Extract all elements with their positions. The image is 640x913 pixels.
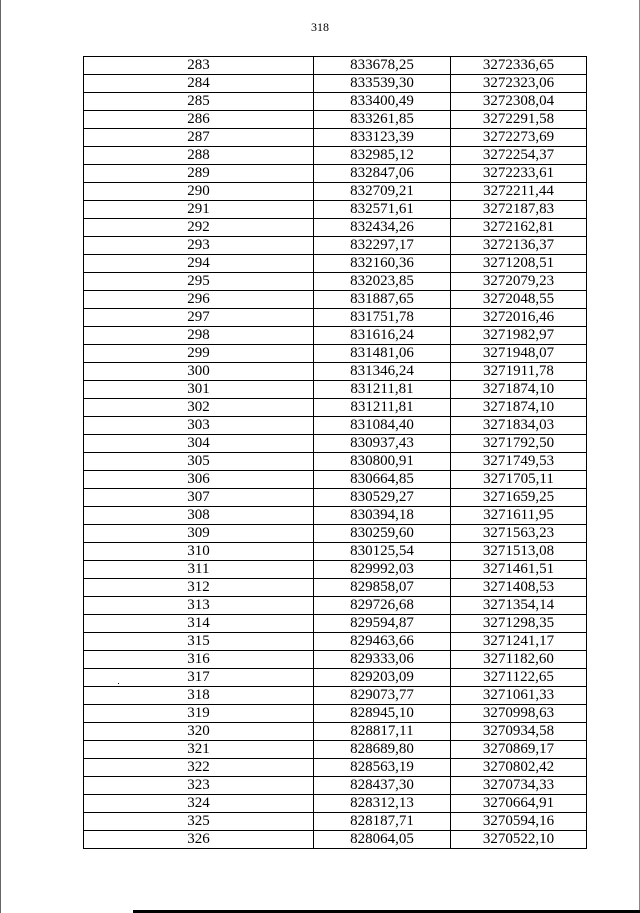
point-number-cell: 318 bbox=[84, 687, 314, 705]
y-coordinate-cell: 3271513,08 bbox=[451, 543, 587, 561]
point-number-cell: 323 bbox=[84, 777, 314, 795]
table-row bbox=[84, 543, 587, 561]
y-coordinate-cell: 3270522,10 bbox=[451, 831, 587, 849]
table-row bbox=[84, 291, 587, 309]
x-coordinate-cell: 829858,07 bbox=[314, 579, 451, 597]
table-row bbox=[84, 75, 587, 93]
y-coordinate-cell: 3271834,03 bbox=[451, 417, 587, 435]
y-coordinate-cell: 3272079,23 bbox=[451, 273, 587, 291]
y-coordinate-cell: 3270802,42 bbox=[451, 759, 587, 777]
point-number-cell: 304 bbox=[84, 435, 314, 453]
x-coordinate-cell: 830800,91 bbox=[314, 453, 451, 471]
table-row bbox=[84, 165, 587, 183]
table-row bbox=[84, 489, 587, 507]
point-number-cell: 314 bbox=[84, 615, 314, 633]
x-coordinate-cell: 830125,54 bbox=[314, 543, 451, 561]
point-number-cell: 311 bbox=[84, 561, 314, 579]
table-row bbox=[84, 651, 587, 669]
y-coordinate-cell: 3271982,97 bbox=[451, 327, 587, 345]
y-coordinate-cell: 3270734,33 bbox=[451, 777, 587, 795]
x-coordinate-cell: 831211,81 bbox=[314, 399, 451, 417]
x-coordinate-cell: 831084,40 bbox=[314, 417, 451, 435]
point-number-cell: 297 bbox=[84, 309, 314, 327]
y-coordinate-cell: 3272048,55 bbox=[451, 291, 587, 309]
x-coordinate-cell: 829463,66 bbox=[314, 633, 451, 651]
table-row bbox=[84, 183, 587, 201]
point-number-cell: 319 bbox=[84, 705, 314, 723]
point-number-cell: 326 bbox=[84, 831, 314, 849]
y-coordinate-cell: 3271611,95 bbox=[451, 507, 587, 525]
y-coordinate-cell: 3272254,37 bbox=[451, 147, 587, 165]
point-number-cell: 294 bbox=[84, 255, 314, 273]
x-coordinate-cell: 828437,30 bbox=[314, 777, 451, 795]
table-row bbox=[84, 129, 587, 147]
point-number-cell: 283 bbox=[84, 57, 314, 75]
table-row bbox=[84, 597, 587, 615]
y-coordinate-cell: 3272308,04 bbox=[451, 93, 587, 111]
table-row bbox=[84, 111, 587, 129]
point-number-cell: 285 bbox=[84, 93, 314, 111]
scan-speck bbox=[118, 683, 119, 684]
table-row bbox=[84, 507, 587, 525]
y-coordinate-cell: 3272273,69 bbox=[451, 129, 587, 147]
table-row bbox=[84, 759, 587, 777]
x-coordinate-cell: 833261,85 bbox=[314, 111, 451, 129]
point-number-cell: 290 bbox=[84, 183, 314, 201]
x-coordinate-cell: 831887,65 bbox=[314, 291, 451, 309]
x-coordinate-cell: 828064,05 bbox=[314, 831, 451, 849]
y-coordinate-cell: 3271298,35 bbox=[451, 615, 587, 633]
table-row bbox=[84, 93, 587, 111]
y-coordinate-cell: 3271874,10 bbox=[451, 381, 587, 399]
x-coordinate-cell: 829203,09 bbox=[314, 669, 451, 687]
point-number-cell: 289 bbox=[84, 165, 314, 183]
y-coordinate-cell: 3271408,53 bbox=[451, 579, 587, 597]
table-row bbox=[84, 813, 587, 831]
point-number-cell: 320 bbox=[84, 723, 314, 741]
point-number-cell: 316 bbox=[84, 651, 314, 669]
table-row bbox=[84, 237, 587, 255]
x-coordinate-cell: 829333,06 bbox=[314, 651, 451, 669]
point-number-cell: 310 bbox=[84, 543, 314, 561]
x-coordinate-cell: 828689,80 bbox=[314, 741, 451, 759]
table-row bbox=[84, 831, 587, 849]
table-row bbox=[84, 471, 587, 489]
y-coordinate-cell: 3271705,11 bbox=[451, 471, 587, 489]
table-row bbox=[84, 345, 587, 363]
point-number-cell: 307 bbox=[84, 489, 314, 507]
x-coordinate-cell: 831346,24 bbox=[314, 363, 451, 381]
point-number-cell: 313 bbox=[84, 597, 314, 615]
x-coordinate-cell: 832023,85 bbox=[314, 273, 451, 291]
point-number-cell: 308 bbox=[84, 507, 314, 525]
scan-edge-left bbox=[0, 0, 1, 913]
y-coordinate-cell: 3271061,33 bbox=[451, 687, 587, 705]
point-number-cell: 324 bbox=[84, 795, 314, 813]
x-coordinate-cell: 833539,30 bbox=[314, 75, 451, 93]
point-number-cell: 299 bbox=[84, 345, 314, 363]
page-number: 318 bbox=[311, 20, 329, 34]
y-coordinate-cell: 3272136,37 bbox=[451, 237, 587, 255]
y-coordinate-cell: 3270869,17 bbox=[451, 741, 587, 759]
y-coordinate-cell: 3271792,50 bbox=[451, 435, 587, 453]
x-coordinate-cell: 828945,10 bbox=[314, 705, 451, 723]
table-row bbox=[84, 633, 587, 651]
table-row bbox=[84, 615, 587, 633]
y-coordinate-cell: 3271122,65 bbox=[451, 669, 587, 687]
y-coordinate-cell: 3272016,46 bbox=[451, 309, 587, 327]
y-coordinate-cell: 3270594,16 bbox=[451, 813, 587, 831]
x-coordinate-cell: 829073,77 bbox=[314, 687, 451, 705]
point-number-cell: 295 bbox=[84, 273, 314, 291]
point-number-cell: 286 bbox=[84, 111, 314, 129]
point-number-cell: 309 bbox=[84, 525, 314, 543]
x-coordinate-cell: 829594,87 bbox=[314, 615, 451, 633]
table-row bbox=[84, 327, 587, 345]
x-coordinate-cell: 831211,81 bbox=[314, 381, 451, 399]
x-coordinate-cell: 832571,61 bbox=[314, 201, 451, 219]
table-row bbox=[84, 255, 587, 273]
point-number-cell: 301 bbox=[84, 381, 314, 399]
x-coordinate-cell: 828187,71 bbox=[314, 813, 451, 831]
x-coordinate-cell: 830394,18 bbox=[314, 507, 451, 525]
x-coordinate-cell: 830937,43 bbox=[314, 435, 451, 453]
y-coordinate-cell: 3271208,51 bbox=[451, 255, 587, 273]
table-row bbox=[84, 381, 587, 399]
y-coordinate-cell: 3271749,53 bbox=[451, 453, 587, 471]
table-row bbox=[84, 435, 587, 453]
x-coordinate-cell: 829726,68 bbox=[314, 597, 451, 615]
x-coordinate-cell: 833123,39 bbox=[314, 129, 451, 147]
y-coordinate-cell: 3270664,91 bbox=[451, 795, 587, 813]
table-row bbox=[84, 201, 587, 219]
point-number-cell: 287 bbox=[84, 129, 314, 147]
x-coordinate-cell: 828563,19 bbox=[314, 759, 451, 777]
table-row bbox=[84, 723, 587, 741]
y-coordinate-cell: 3271182,60 bbox=[451, 651, 587, 669]
table-row bbox=[84, 579, 587, 597]
x-coordinate-cell: 830664,85 bbox=[314, 471, 451, 489]
table-row bbox=[84, 525, 587, 543]
y-coordinate-cell: 3271948,07 bbox=[451, 345, 587, 363]
y-coordinate-cell: 3271659,25 bbox=[451, 489, 587, 507]
coordinates-table bbox=[83, 56, 587, 849]
y-coordinate-cell: 3271911,78 bbox=[451, 363, 587, 381]
y-coordinate-cell: 3270998,63 bbox=[451, 705, 587, 723]
y-coordinate-cell: 3271241,17 bbox=[451, 633, 587, 651]
y-coordinate-cell: 3271563,23 bbox=[451, 525, 587, 543]
point-number-cell: 315 bbox=[84, 633, 314, 651]
y-coordinate-cell: 3272323,06 bbox=[451, 75, 587, 93]
point-number-cell: 325 bbox=[84, 813, 314, 831]
x-coordinate-cell: 832434,26 bbox=[314, 219, 451, 237]
table-row bbox=[84, 57, 587, 75]
table-row bbox=[84, 777, 587, 795]
table-row bbox=[84, 669, 587, 687]
x-coordinate-cell: 832985,12 bbox=[314, 147, 451, 165]
y-coordinate-cell: 3272336,65 bbox=[451, 57, 587, 75]
point-number-cell: 321 bbox=[84, 741, 314, 759]
x-coordinate-cell: 829992,03 bbox=[314, 561, 451, 579]
table-row bbox=[84, 705, 587, 723]
y-coordinate-cell: 3271461,51 bbox=[451, 561, 587, 579]
x-coordinate-cell: 831481,06 bbox=[314, 345, 451, 363]
point-number-cell: 306 bbox=[84, 471, 314, 489]
table-row bbox=[84, 453, 587, 471]
point-number-cell: 300 bbox=[84, 363, 314, 381]
table-row bbox=[84, 561, 587, 579]
x-coordinate-cell: 828312,13 bbox=[314, 795, 451, 813]
table-row bbox=[84, 687, 587, 705]
y-coordinate-cell: 3272162,81 bbox=[451, 219, 587, 237]
x-coordinate-cell: 833678,25 bbox=[314, 57, 451, 75]
x-coordinate-cell: 831616,24 bbox=[314, 327, 451, 345]
coordinates-table-body bbox=[84, 57, 587, 849]
x-coordinate-cell: 832297,17 bbox=[314, 237, 451, 255]
point-number-cell: 288 bbox=[84, 147, 314, 165]
x-coordinate-cell: 833400,49 bbox=[314, 93, 451, 111]
table-row bbox=[84, 309, 587, 327]
table-row bbox=[84, 417, 587, 435]
x-coordinate-cell: 830259,60 bbox=[314, 525, 451, 543]
x-coordinate-cell: 828817,11 bbox=[314, 723, 451, 741]
point-number-cell: 298 bbox=[84, 327, 314, 345]
x-coordinate-cell: 831751,78 bbox=[314, 309, 451, 327]
point-number-cell: 322 bbox=[84, 759, 314, 777]
point-number-cell: 317 bbox=[84, 669, 314, 687]
y-coordinate-cell: 3270934,58 bbox=[451, 723, 587, 741]
table-row bbox=[84, 147, 587, 165]
table-row bbox=[84, 741, 587, 759]
point-number-cell: 291 bbox=[84, 201, 314, 219]
table-row bbox=[84, 795, 587, 813]
point-number-cell: 305 bbox=[84, 453, 314, 471]
point-number-cell: 284 bbox=[84, 75, 314, 93]
y-coordinate-cell: 3271354,14 bbox=[451, 597, 587, 615]
point-number-cell: 302 bbox=[84, 399, 314, 417]
table-row bbox=[84, 363, 587, 381]
table-row bbox=[84, 399, 587, 417]
y-coordinate-cell: 3271874,10 bbox=[451, 399, 587, 417]
y-coordinate-cell: 3272211,44 bbox=[451, 183, 587, 201]
y-coordinate-cell: 3272187,83 bbox=[451, 201, 587, 219]
x-coordinate-cell: 832847,06 bbox=[314, 165, 451, 183]
point-number-cell: 303 bbox=[84, 417, 314, 435]
point-number-cell: 292 bbox=[84, 219, 314, 237]
x-coordinate-cell: 832709,21 bbox=[314, 183, 451, 201]
point-number-cell: 312 bbox=[84, 579, 314, 597]
y-coordinate-cell: 3272233,61 bbox=[451, 165, 587, 183]
point-number-cell: 296 bbox=[84, 291, 314, 309]
y-coordinate-cell: 3272291,58 bbox=[451, 111, 587, 129]
x-coordinate-cell: 830529,27 bbox=[314, 489, 451, 507]
table-row bbox=[84, 273, 587, 291]
point-number-cell: 293 bbox=[84, 237, 314, 255]
table-row bbox=[84, 219, 587, 237]
x-coordinate-cell: 832160,36 bbox=[314, 255, 451, 273]
